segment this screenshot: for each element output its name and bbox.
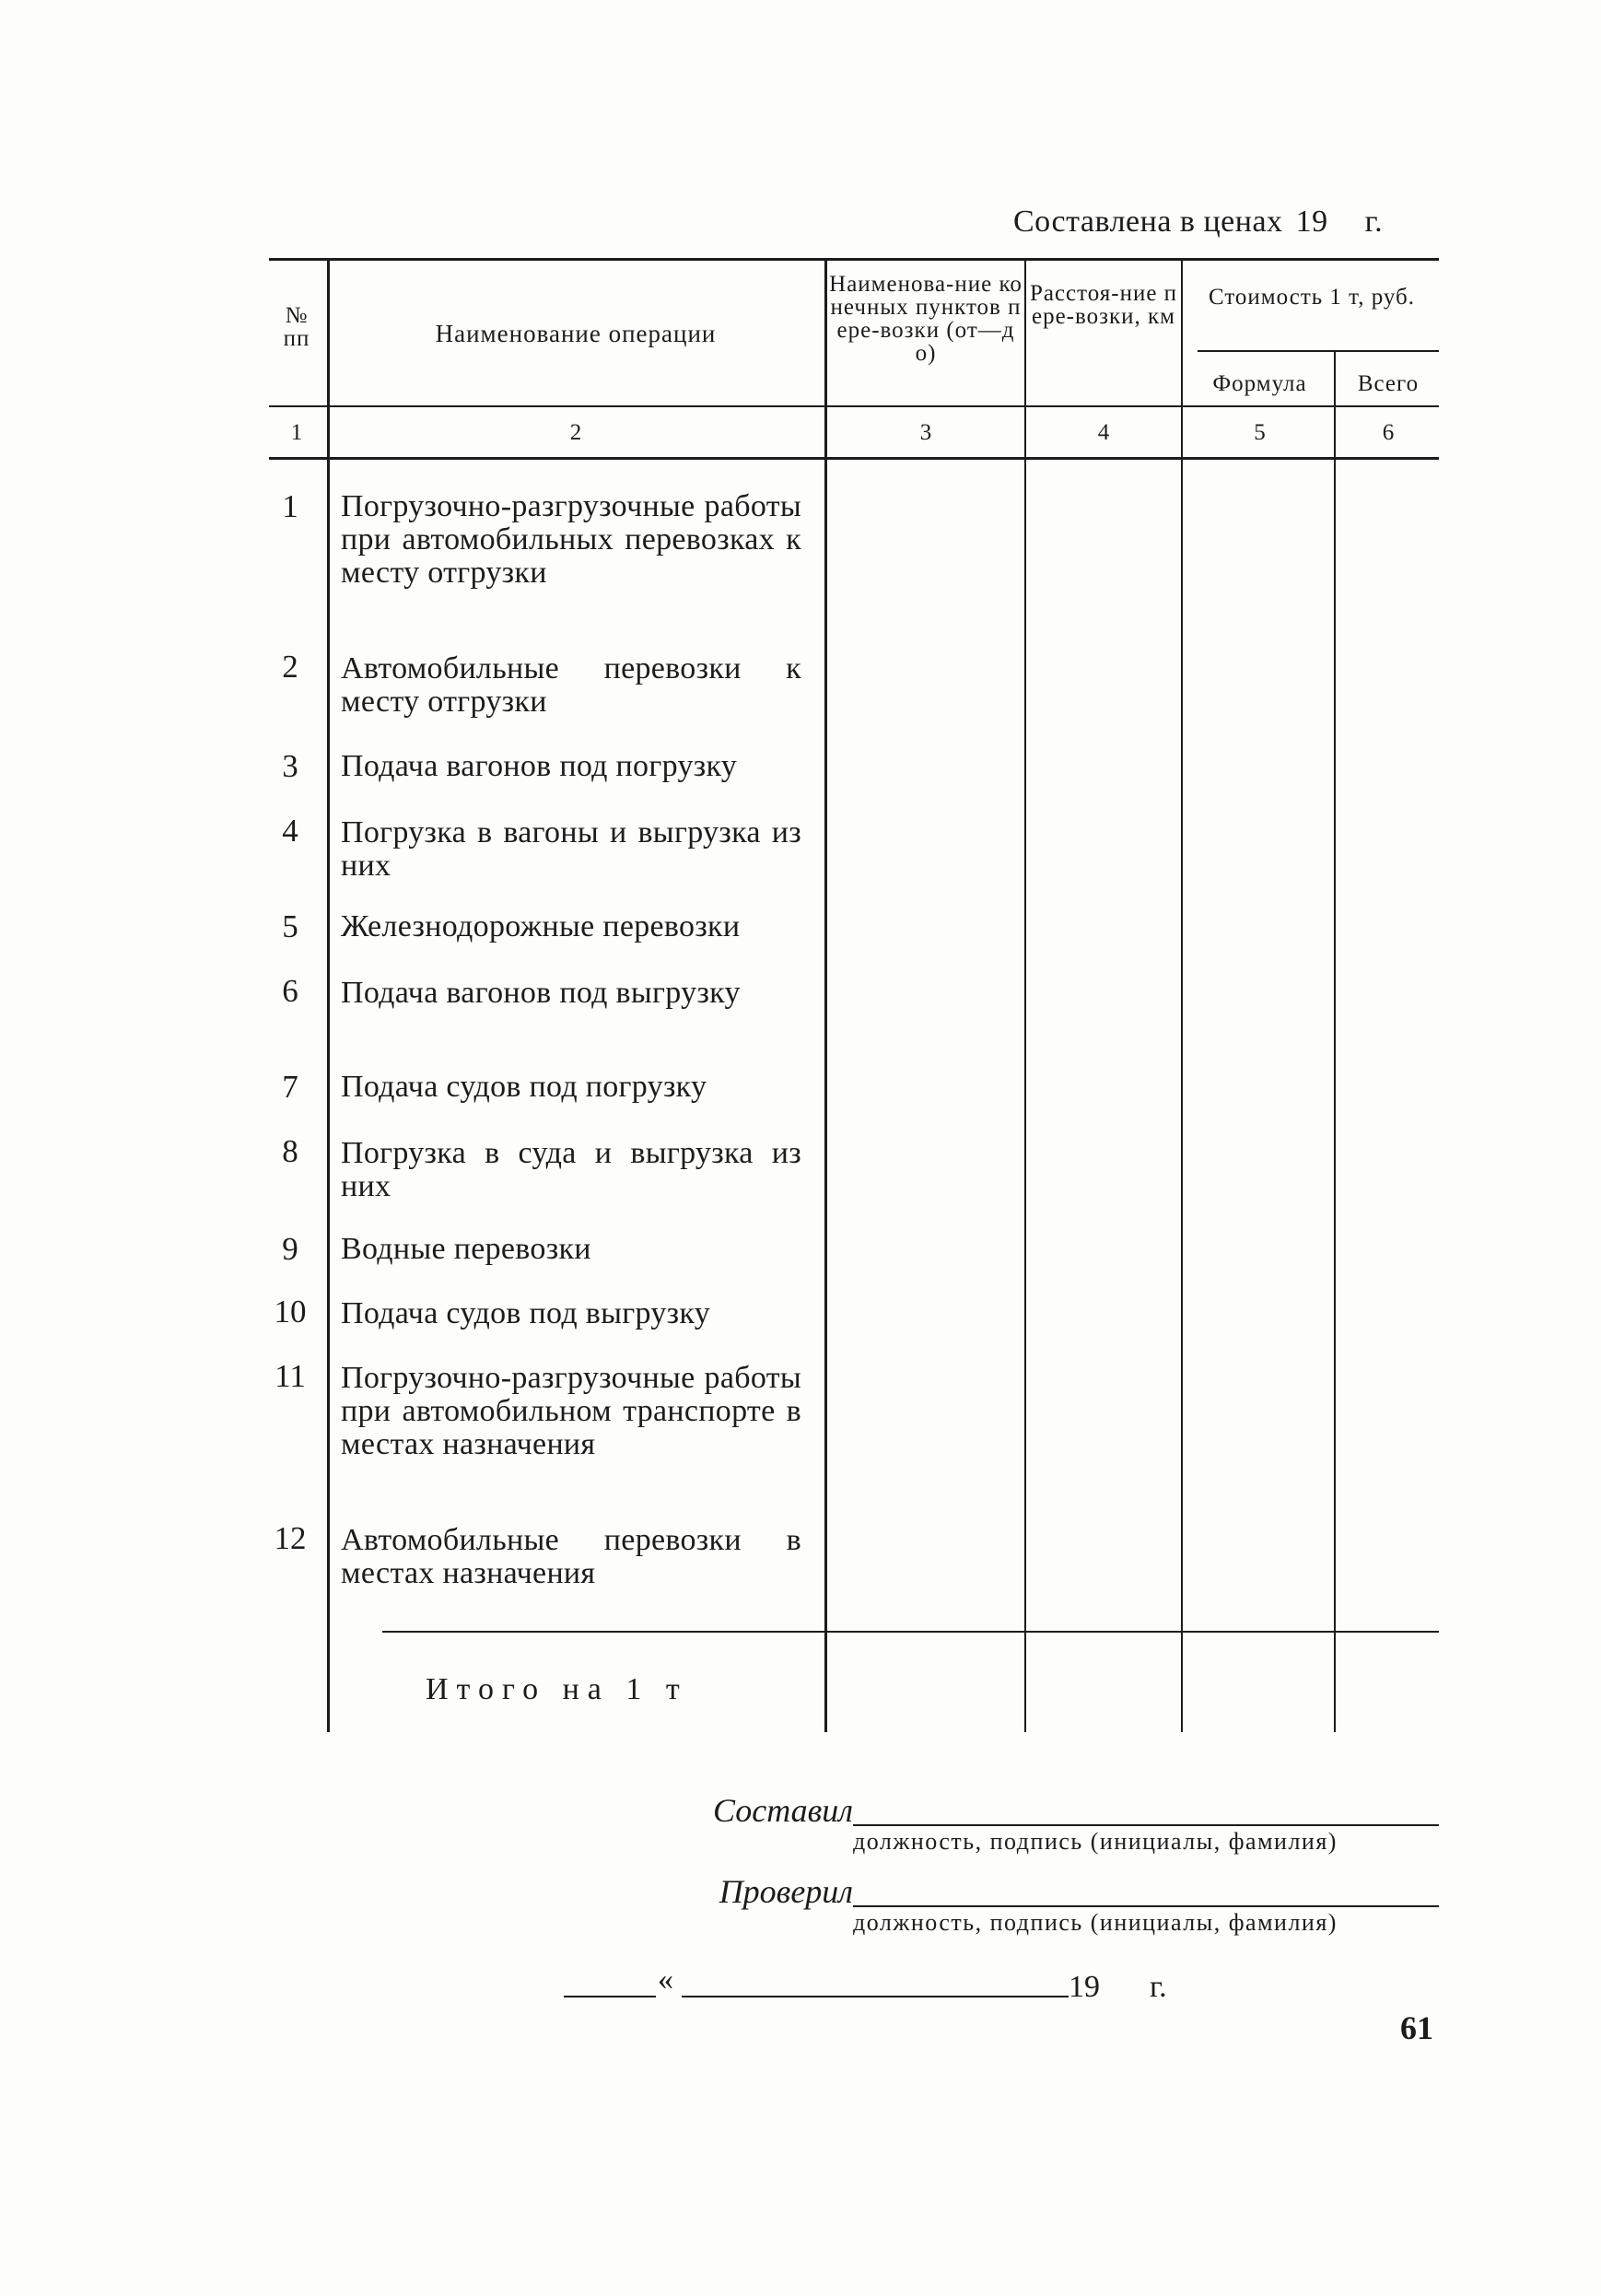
- row-operation: Водные перевозки: [341, 1232, 591, 1266]
- date-suffix: г.: [1150, 1970, 1167, 2004]
- prices-suffix: г.: [1364, 205, 1384, 239]
- row-number: 4: [282, 813, 298, 849]
- row-number: 11: [275, 1358, 306, 1394]
- col-divider-2: [824, 258, 827, 1732]
- prices-line: [1013, 205, 1437, 240]
- date-month-line: [682, 1996, 1069, 1997]
- header-endpoints: Наименова-ние конечных пунктов пере-возки (от—до): [829, 272, 1023, 366]
- row-number: 10: [274, 1294, 307, 1330]
- compiled-caption: должность, подпись (инициалы, фамилия): [853, 1828, 1338, 1855]
- column-numbers-rule: [269, 457, 1439, 460]
- col-divider-3: [1024, 258, 1026, 1732]
- col-divider-1: [327, 258, 330, 1732]
- header-bottom-rule: [269, 405, 1439, 407]
- compiled-signature-line: [853, 1824, 1439, 1826]
- row-operation: Автомобильные перевозки к месту отгрузки: [341, 651, 801, 719]
- column-number: 5: [1254, 420, 1266, 445]
- row-operation: Подача вагонов под погрузку: [341, 749, 738, 783]
- row-number: 1: [282, 488, 298, 524]
- row-number: 7: [282, 1069, 298, 1105]
- column-number: 2: [569, 420, 582, 445]
- total-label: Итого на 1 т: [426, 1672, 688, 1706]
- row-number: 8: [282, 1133, 298, 1169]
- header-distance: Расстоя-ние пере-возки, км: [1029, 281, 1178, 329]
- date-open-quote: «: [658, 1962, 673, 1997]
- header-operation: Наименование операции: [435, 320, 717, 347]
- row-number: 5: [282, 908, 298, 944]
- col-divider-4: [1181, 258, 1183, 1732]
- prices-label: Составлена в ценах: [1013, 205, 1283, 239]
- row-operation: Погрузка в суда и выгрузка из них: [341, 1136, 801, 1203]
- col-divider-5: [1334, 350, 1336, 1732]
- row-operation: Автомобильные перевозки в местах назначения: [341, 1523, 801, 1590]
- row-operation: Подача судов под выгрузку: [341, 1296, 711, 1330]
- column-number: 3: [919, 420, 932, 445]
- row-operation: Подача вагонов под выгрузку: [341, 976, 741, 1010]
- header-formula: Формула: [1212, 371, 1307, 396]
- checked-label: Проверил: [719, 1873, 853, 1910]
- cost-group-rule: [1198, 350, 1439, 352]
- row-number: 12: [274, 1520, 307, 1556]
- date-day-line: [564, 1996, 656, 1997]
- prices-year: 19: [1295, 205, 1328, 239]
- column-number: 6: [1382, 420, 1395, 445]
- row-operation: Железнодорожные перевозки: [341, 909, 741, 943]
- row-operation: Погрузочно-разгрузочные работы при автомобильных перевозках к месту отгрузки: [341, 489, 801, 590]
- compiled-label: Составил: [713, 1792, 853, 1829]
- checked-signature-line: [853, 1905, 1439, 1907]
- row-number: 6: [282, 973, 298, 1009]
- table-top-rule: [269, 258, 1439, 261]
- row-operation: Погрузка в вагоны и выгрузка из них: [341, 815, 801, 883]
- column-number: 1: [290, 420, 303, 445]
- column-number: 4: [1097, 420, 1110, 445]
- page-number: 61: [1400, 2009, 1433, 2046]
- row-operation: Погрузочно-разгрузочные работы при автомобильном транспорте в местах назначения: [341, 1361, 801, 1461]
- row-operation: Подача судов под погрузку: [341, 1070, 707, 1104]
- row-number: 9: [282, 1231, 298, 1267]
- date-year: 19: [1069, 1970, 1100, 2004]
- header-num: № пп: [283, 303, 310, 351]
- row-number: 2: [282, 649, 298, 685]
- checked-caption: должность, подпись (инициалы, фамилия): [853, 1909, 1338, 1936]
- total-rule: [382, 1631, 1439, 1633]
- header-cost-group: Стоимость 1 т, руб.: [1208, 285, 1416, 310]
- row-number: 3: [282, 748, 298, 784]
- header-total: Всего: [1357, 371, 1420, 396]
